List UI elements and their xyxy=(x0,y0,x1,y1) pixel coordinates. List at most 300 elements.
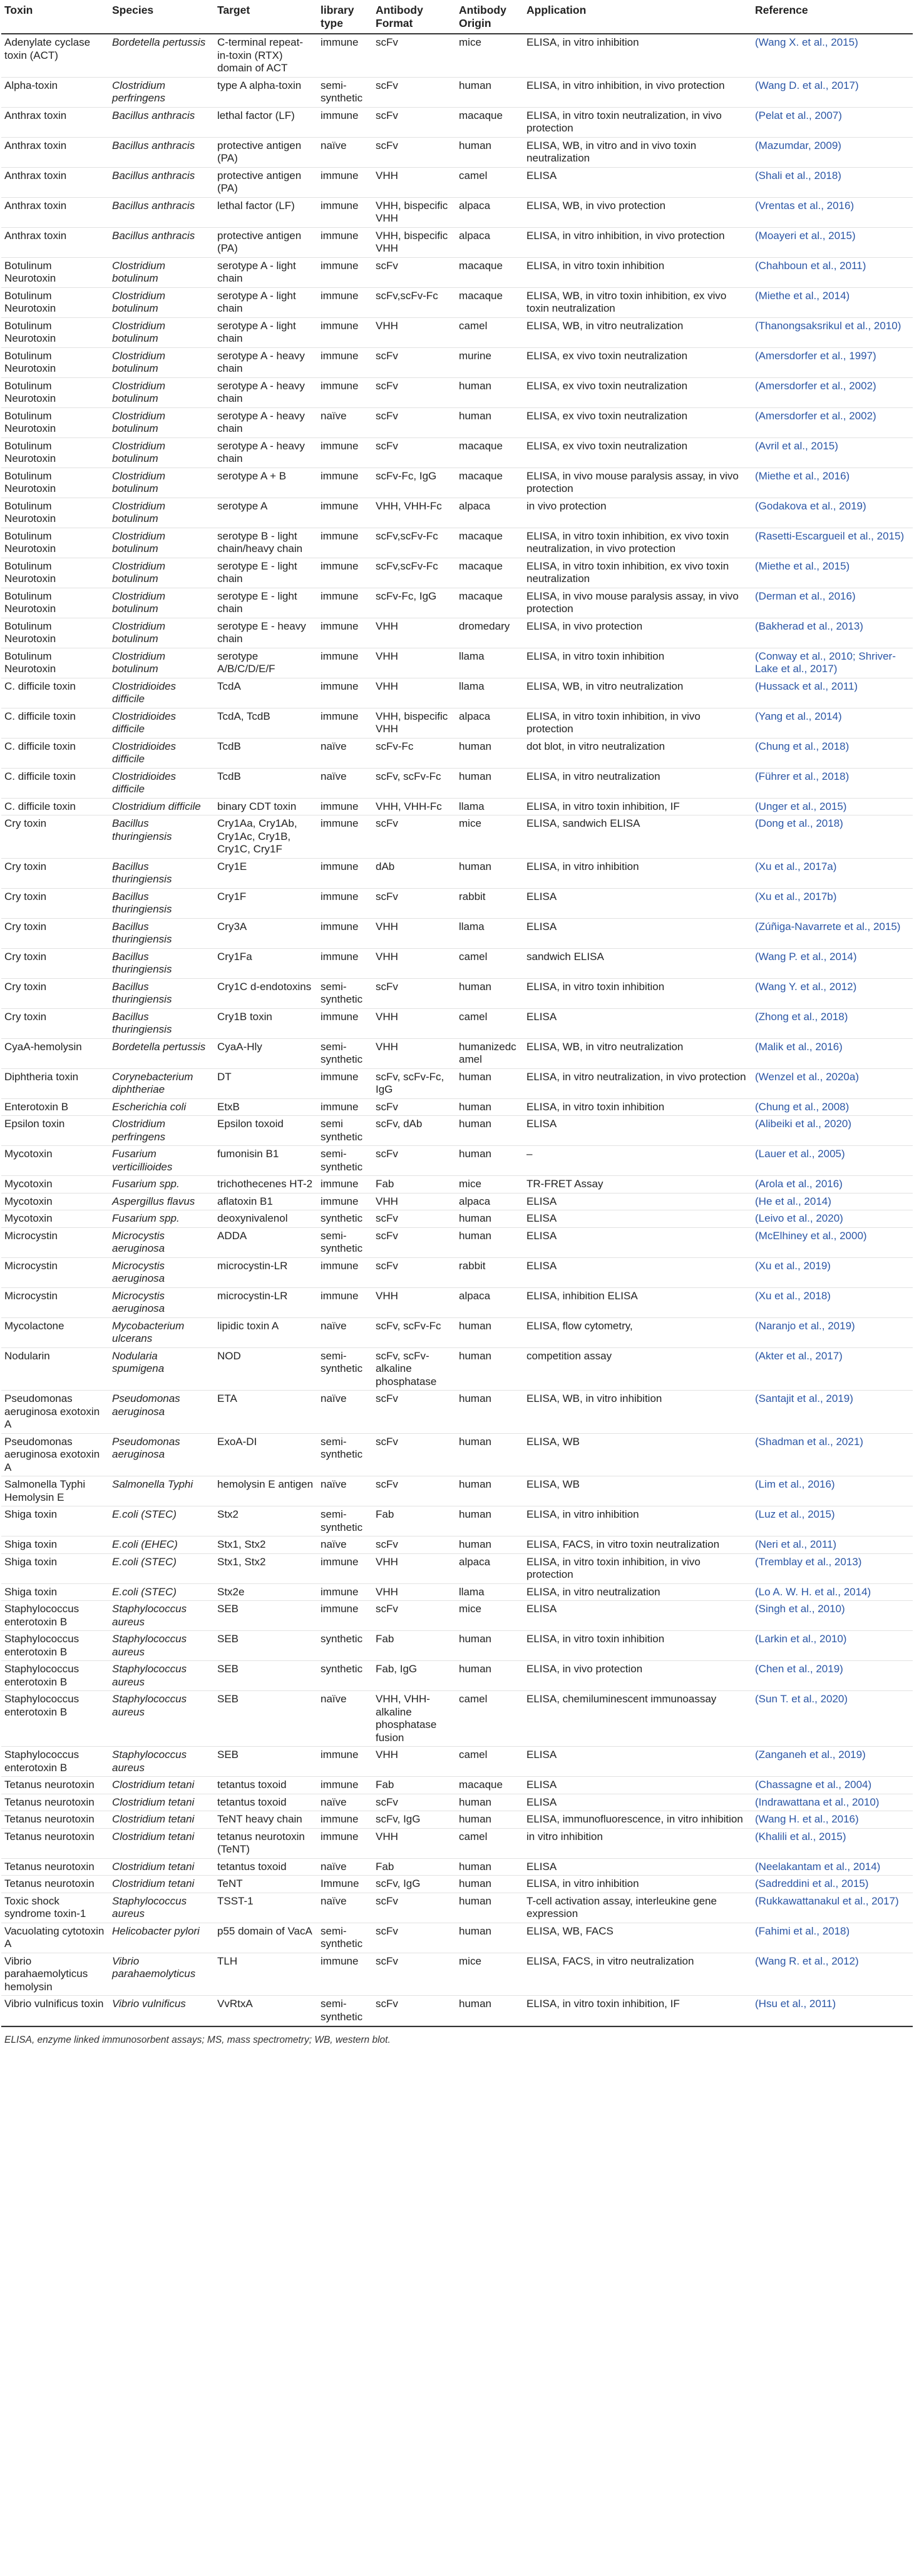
species-cell: Clostridium tetani xyxy=(109,1794,214,1811)
reference-cell[interactable]: (Wang X. et al., 2015) xyxy=(752,34,913,77)
antibody-format-cell: scFv,scFv-Fc xyxy=(372,558,456,588)
library-type-cell: immune xyxy=(317,1777,372,1794)
application-cell: ELISA, in vitro toxin inhibition xyxy=(523,1098,752,1116)
species-cell: E.coli (STEC) xyxy=(109,1506,214,1536)
reference-cell[interactable]: (Wang D. et al., 2017) xyxy=(752,77,913,107)
toxin-cell: Microcystin xyxy=(1,1227,109,1257)
antibody-origin-cell: human xyxy=(456,768,523,798)
antibody-origin-cell: llama xyxy=(456,798,523,815)
reference-cell[interactable]: (Tremblay et al., 2013) xyxy=(752,1553,913,1583)
target-cell: TeNT xyxy=(214,1876,317,1893)
application-cell: ELISA, WB, in vitro and in vivo toxin neutralization xyxy=(523,137,752,167)
reference-cell[interactable]: (Bakherad et al., 2013) xyxy=(752,618,913,648)
reference-cell[interactable]: (Akter et al., 2017) xyxy=(752,1347,913,1391)
antibody-origin-cell: alpaca xyxy=(456,197,523,227)
library-type-cell: semi-synthetic xyxy=(317,1146,372,1176)
target-cell: ADDA xyxy=(214,1227,317,1257)
antibody-format-cell: scFv xyxy=(372,407,456,437)
table-row xyxy=(1,1008,913,1038)
application-cell: T-cell activation assay, interleukine gene expression xyxy=(523,1893,752,1923)
antibody-origin-cell: mice xyxy=(456,34,523,77)
reference-cell[interactable]: (Amersdorfer et al., 2002) xyxy=(752,377,913,407)
reference-cell[interactable]: (Zanganeh et al., 2019) xyxy=(752,1747,913,1777)
toxin-cell: Staphylococcus enterotoxin B xyxy=(1,1691,109,1747)
table-row xyxy=(1,1098,913,1116)
reference-cell[interactable]: (Hsu et al., 2011) xyxy=(752,1996,913,2026)
target-cell: aflatoxin B1 xyxy=(214,1193,317,1210)
antibody-format-cell: scFv xyxy=(372,1257,456,1287)
antibody-format-cell: Fab xyxy=(372,1176,456,1193)
reference-cell[interactable]: (Xu et al., 2017b) xyxy=(752,888,913,918)
reference-cell[interactable]: (Rasetti-Escargueil et al., 2015) xyxy=(752,528,913,558)
table-row xyxy=(1,1176,913,1193)
toxin-cell: Botulinum Neurotoxin xyxy=(1,498,109,528)
antibody-origin-cell: human xyxy=(456,1098,523,1116)
antibody-origin-cell: mice xyxy=(456,815,523,859)
reference-cell[interactable]: (Chen et al., 2019) xyxy=(752,1661,913,1691)
table-row xyxy=(1,978,913,1008)
table-row xyxy=(1,34,913,77)
antibody-origin-cell: camel xyxy=(456,1747,523,1777)
species-cell: Staphylococcus aureus xyxy=(109,1893,214,1923)
species-cell: Staphylococcus aureus xyxy=(109,1747,214,1777)
reference-cell[interactable]: (Lo A. W. H. et al., 2014) xyxy=(752,1583,913,1601)
target-cell: protective antigen (PA) xyxy=(214,227,317,257)
reference-cell[interactable]: (Leivo et al., 2020) xyxy=(752,1210,913,1228)
antibody-origin-cell: mice xyxy=(456,1601,523,1631)
antibody-origin-cell: macaque xyxy=(456,257,523,287)
target-cell: TcdB xyxy=(214,768,317,798)
antibody-origin-cell: human xyxy=(456,978,523,1008)
toxin-cell: Toxic shock syndrome toxin-1 xyxy=(1,1893,109,1923)
antibody-format-cell: VHH, bispecific VHH xyxy=(372,197,456,227)
antibody-format-cell: VHH xyxy=(372,678,456,708)
reference-cell[interactable]: (Yang et al., 2014) xyxy=(752,708,913,738)
reference-cell[interactable]: (Chung et al., 2018) xyxy=(752,738,913,768)
application-cell: ELISA xyxy=(523,1193,752,1210)
toxin-cell: Staphylococcus enterotoxin B xyxy=(1,1747,109,1777)
application-cell: ELISA xyxy=(523,1747,752,1777)
reference-cell[interactable]: (Zhong et al., 2018) xyxy=(752,1008,913,1038)
antibody-origin-cell: human xyxy=(456,77,523,107)
toxin-cell: Pseudomonas aeruginosa exotoxin A xyxy=(1,1433,109,1476)
target-cell: serotype A + B xyxy=(214,468,317,498)
header-reference: Reference xyxy=(752,0,913,34)
species-cell: Clostridium botulinum xyxy=(109,317,214,347)
library-type-cell: immune xyxy=(317,1098,372,1116)
target-cell: serotype E - heavy chain xyxy=(214,618,317,648)
library-type-cell: semi-synthetic xyxy=(317,1996,372,2026)
antibody-format-cell: scFv, scFv-Fc xyxy=(372,768,456,798)
toxin-cell: Vibrio vulnificus toxin xyxy=(1,1996,109,2026)
toxin-cell: C. difficile toxin xyxy=(1,738,109,768)
reference-cell[interactable]: (Neelakantam et al., 2014) xyxy=(752,1858,913,1876)
target-cell: TcdA xyxy=(214,678,317,708)
application-cell: in vivo protection xyxy=(523,498,752,528)
species-cell: Pseudomonas aeruginosa xyxy=(109,1433,214,1476)
toxin-cell: Tetanus neurotoxin xyxy=(1,1876,109,1893)
antibody-format-cell: scFv xyxy=(372,1893,456,1923)
application-cell: ELISA xyxy=(523,1257,752,1287)
table-row xyxy=(1,347,913,377)
target-cell: protective antigen (PA) xyxy=(214,137,317,167)
antibody-origin-cell: murine xyxy=(456,347,523,377)
toxin-antibody-table xyxy=(1,0,913,2026)
toxin-cell: Enterotoxin B xyxy=(1,1098,109,1116)
antibody-origin-cell: human xyxy=(456,407,523,437)
antibody-origin-cell: human xyxy=(456,1858,523,1876)
reference-cell[interactable]: (Miethe et al., 2016) xyxy=(752,468,913,498)
antibody-format-cell: scFv xyxy=(372,437,456,468)
antibody-origin-cell: camel xyxy=(456,948,523,978)
antibody-format-cell: scFv xyxy=(372,257,456,287)
antibody-origin-cell: human xyxy=(456,377,523,407)
species-cell: Staphylococcus aureus xyxy=(109,1631,214,1661)
target-cell: binary CDT toxin xyxy=(214,798,317,815)
reference-cell[interactable]: (Sun T. et al., 2020) xyxy=(752,1691,913,1747)
species-cell: Clostridium botulinum xyxy=(109,257,214,287)
toxin-cell: Botulinum Neurotoxin xyxy=(1,558,109,588)
library-type-cell: synthetic xyxy=(317,1661,372,1691)
table-row xyxy=(1,558,913,588)
library-type-cell: immune xyxy=(317,1287,372,1317)
antibody-format-cell: Fab xyxy=(372,1858,456,1876)
reference-cell[interactable]: (Shadman et al., 2021) xyxy=(752,1433,913,1476)
application-cell: ELISA xyxy=(523,1777,752,1794)
species-cell: Bacillus thuringiensis xyxy=(109,815,214,859)
reference-cell[interactable]: (Xu et al., 2017a) xyxy=(752,858,913,888)
species-cell: Clostridium botulinum xyxy=(109,437,214,468)
target-cell: fumonisin B1 xyxy=(214,1146,317,1176)
library-type-cell: semi-synthetic xyxy=(317,1923,372,1953)
application-cell: ELISA, WB, in vitro neutralization xyxy=(523,678,752,708)
application-cell: ELISA xyxy=(523,1601,752,1631)
application-cell: ELISA, in vitro toxin inhibition, ex vivo toxin neutralization, in vivo protection xyxy=(523,528,752,558)
antibody-format-cell: scFv xyxy=(372,1953,456,1996)
application-cell: ELISA, FACS, in vitro neutralization xyxy=(523,1953,752,1996)
antibody-format-cell: scFv xyxy=(372,1601,456,1631)
target-cell: TcdA, TcdB xyxy=(214,708,317,738)
target-cell: serotype A xyxy=(214,498,317,528)
reference-cell[interactable]: (McElhiney et al., 2000) xyxy=(752,1227,913,1257)
library-type-cell: naïve xyxy=(317,1691,372,1747)
reference-cell[interactable]: (Chahboun et al., 2011) xyxy=(752,257,913,287)
application-cell: ELISA, in vivo mouse paralysis assay, in vivo protection xyxy=(523,468,752,498)
reference-cell[interactable]: (Zúñiga-Navarrete et al., 2015) xyxy=(752,918,913,948)
target-cell: serotype A - light chain xyxy=(214,257,317,287)
reference-cell[interactable]: (Wang P. et al., 2014) xyxy=(752,948,913,978)
species-cell: Bordetella pertussis xyxy=(109,1038,214,1068)
antibody-origin-cell: macaque xyxy=(456,1777,523,1794)
library-type-cell: semi-synthetic xyxy=(317,77,372,107)
antibody-format-cell: VHH, VHH-Fc xyxy=(372,498,456,528)
table-row xyxy=(1,107,913,137)
antibody-origin-cell: macaque xyxy=(456,528,523,558)
toxin-cell: Microcystin xyxy=(1,1257,109,1287)
reference-cell[interactable]: (Fahimi et al., 2018) xyxy=(752,1923,913,1953)
reference-cell[interactable]: (Vrentas et al., 2016) xyxy=(752,197,913,227)
species-cell: Bacillus thuringiensis xyxy=(109,888,214,918)
application-cell: ELISA xyxy=(523,1794,752,1811)
antibody-origin-cell: macaque xyxy=(456,588,523,618)
antibody-origin-cell: human xyxy=(456,1794,523,1811)
toxin-cell: Tetanus neurotoxin xyxy=(1,1777,109,1794)
reference-cell[interactable]: (Malik et al., 2016) xyxy=(752,1038,913,1068)
antibody-format-cell: VHH xyxy=(372,167,456,197)
toxin-cell: Cry toxin xyxy=(1,858,109,888)
antibody-format-cell: Fab xyxy=(372,1777,456,1794)
library-type-cell: immune xyxy=(317,708,372,738)
library-type-cell: semi-synthetic xyxy=(317,978,372,1008)
species-cell: Clostridium botulinum xyxy=(109,468,214,498)
table-row xyxy=(1,498,913,528)
reference-cell[interactable]: (Chung et al., 2008) xyxy=(752,1098,913,1116)
reference-cell[interactable]: (He et al., 2014) xyxy=(752,1193,913,1210)
antibody-format-cell: scFv xyxy=(372,1227,456,1257)
application-cell: ELISA, ex vivo toxin neutralization xyxy=(523,377,752,407)
reference-cell[interactable]: (Miethe et al., 2015) xyxy=(752,558,913,588)
table-row xyxy=(1,708,913,738)
antibody-origin-cell: human xyxy=(456,858,523,888)
toxin-cell: Botulinum Neurotoxin xyxy=(1,407,109,437)
table-body xyxy=(1,34,913,2026)
antibody-origin-cell: mice xyxy=(456,1176,523,1193)
header-row xyxy=(1,0,913,34)
toxin-cell: C. difficile toxin xyxy=(1,708,109,738)
table-row xyxy=(1,1661,913,1691)
reference-cell[interactable]: (Sadreddini et al., 2015) xyxy=(752,1876,913,1893)
application-cell: ELISA, in vitro toxin inhibition, IF xyxy=(523,1996,752,2026)
library-type-cell: naïve xyxy=(317,1794,372,1811)
antibody-origin-cell: rabbit xyxy=(456,888,523,918)
toxin-cell: Cry toxin xyxy=(1,978,109,1008)
toxin-cell: Staphylococcus enterotoxin B xyxy=(1,1661,109,1691)
reference-cell[interactable]: (Xu et al., 2019) xyxy=(752,1257,913,1287)
species-cell: Microcystis aeruginosa xyxy=(109,1257,214,1287)
reference-cell[interactable]: (Chassagne et al., 2004) xyxy=(752,1777,913,1794)
reference-cell[interactable]: (Conway et al., 2010; Shriver-Lake et al., 2017) xyxy=(752,648,913,678)
application-cell: ELISA, chemiluminescent immunoassay xyxy=(523,1691,752,1747)
table-footnote: ELISA, enzyme linked immunosorbent assays; MS, mass spectrometry; WB, western blot. xyxy=(1,2026,913,2047)
species-cell: Corynebacterium diphtheriae xyxy=(109,1068,214,1098)
species-cell: Bacillus thuringiensis xyxy=(109,1008,214,1038)
reference-cell[interactable]: (Wang H. et al., 2016) xyxy=(752,1811,913,1829)
reference-cell[interactable]: (Pelat et al., 2007) xyxy=(752,107,913,137)
reference-cell[interactable]: (Godakova et al., 2019) xyxy=(752,498,913,528)
antibody-format-cell: VHH xyxy=(372,948,456,978)
application-cell: ELISA, in vivo protection xyxy=(523,1661,752,1691)
species-cell: Clostridium tetani xyxy=(109,1811,214,1829)
library-type-cell: immune xyxy=(317,1811,372,1829)
table-row xyxy=(1,167,913,197)
antibody-origin-cell: mice xyxy=(456,1953,523,1996)
table-row xyxy=(1,588,913,618)
reference-cell[interactable]: (Indrawattana et al., 2010) xyxy=(752,1794,913,1811)
reference-cell[interactable]: (Wang Y. et al., 2012) xyxy=(752,978,913,1008)
target-cell: Stx1, Stx2 xyxy=(214,1553,317,1583)
application-cell: ELISA, in vitro inhibition xyxy=(523,34,752,77)
antibody-origin-cell: human xyxy=(456,1433,523,1476)
antibody-format-cell: scFv xyxy=(372,107,456,137)
species-cell: Clostridioides difficile xyxy=(109,678,214,708)
antibody-origin-cell: llama xyxy=(456,918,523,948)
library-type-cell: naïve xyxy=(317,407,372,437)
antibody-format-cell: VHH, bispecific VHH xyxy=(372,708,456,738)
antibody-format-cell: Fab xyxy=(372,1631,456,1661)
antibody-format-cell: scFv-Fc xyxy=(372,738,456,768)
reference-cell[interactable]: (Lim et al., 2016) xyxy=(752,1476,913,1506)
application-cell: ELISA, in vitro toxin inhibition, in vivo protection xyxy=(523,708,752,738)
antibody-origin-cell: alpaca xyxy=(456,1287,523,1317)
species-cell: Microcystis aeruginosa xyxy=(109,1287,214,1317)
target-cell: SEB xyxy=(214,1601,317,1631)
table-row xyxy=(1,648,913,678)
antibody-format-cell: scFv xyxy=(372,1146,456,1176)
application-cell: ELISA, in vivo mouse paralysis assay, in vivo protection xyxy=(523,588,752,618)
library-type-cell: immune xyxy=(317,1553,372,1583)
antibody-origin-cell: human xyxy=(456,1347,523,1391)
species-cell: Clostridium tetani xyxy=(109,1858,214,1876)
target-cell: DT xyxy=(214,1068,317,1098)
target-cell: deoxynivalenol xyxy=(214,1210,317,1228)
table-row xyxy=(1,377,913,407)
antibody-format-cell: VHH xyxy=(372,918,456,948)
application-cell: ELISA xyxy=(523,1008,752,1038)
application-cell: ELISA xyxy=(523,1116,752,1146)
antibody-origin-cell: camel xyxy=(456,167,523,197)
antibody-format-cell: scFv-Fc, IgG xyxy=(372,588,456,618)
library-type-cell: naïve xyxy=(317,768,372,798)
table-row xyxy=(1,1811,913,1829)
antibody-origin-cell: human xyxy=(456,1876,523,1893)
target-cell: serotype A - heavy chain xyxy=(214,407,317,437)
reference-cell[interactable]: (Miethe et al., 2014) xyxy=(752,287,913,317)
table-row xyxy=(1,768,913,798)
antibody-format-cell: scFv xyxy=(372,978,456,1008)
table-row xyxy=(1,437,913,468)
reference-cell[interactable]: (Thanongsaksrikul et al., 2010) xyxy=(752,317,913,347)
library-type-cell: naïve xyxy=(317,738,372,768)
library-type-cell: immune xyxy=(317,347,372,377)
reference-cell[interactable]: (Avril et al., 2015) xyxy=(752,437,913,468)
antibody-origin-cell: human xyxy=(456,1996,523,2026)
reference-cell[interactable]: (Hussack et al., 2011) xyxy=(752,678,913,708)
target-cell: C-terminal repeat-in-toxin (RTX) domain of ACT xyxy=(214,34,317,77)
antibody-format-cell: VHH xyxy=(372,1583,456,1601)
application-cell: ELISA, ex vivo toxin neutralization xyxy=(523,407,752,437)
library-type-cell: immune xyxy=(317,227,372,257)
table-row xyxy=(1,618,913,648)
toxin-cell: Anthrax toxin xyxy=(1,107,109,137)
reference-cell[interactable]: (Moayeri et al., 2015) xyxy=(752,227,913,257)
reference-cell[interactable]: (Lauer et al., 2005) xyxy=(752,1146,913,1176)
library-type-cell: semi-synthetic xyxy=(317,1433,372,1476)
library-type-cell: immune xyxy=(317,498,372,528)
table-row xyxy=(1,1433,913,1476)
antibody-format-cell: scFv xyxy=(372,1476,456,1506)
target-cell: tetantus toxoid xyxy=(214,1777,317,1794)
target-cell: TeNT heavy chain xyxy=(214,1811,317,1829)
reference-cell[interactable]: (Shali et al., 2018) xyxy=(752,167,913,197)
reference-cell[interactable]: (Amersdorfer et al., 1997) xyxy=(752,347,913,377)
species-cell: Clostridium botulinum xyxy=(109,648,214,678)
antibody-format-cell: VHH xyxy=(372,1287,456,1317)
reference-cell[interactable]: (Alibeiki et al., 2020) xyxy=(752,1116,913,1146)
application-cell: ELISA, in vitro inhibition, in vivo protection xyxy=(523,227,752,257)
application-cell: in vitro inhibition xyxy=(523,1828,752,1858)
table-row xyxy=(1,1858,913,1876)
reference-cell[interactable]: (Neri et al., 2011) xyxy=(752,1536,913,1554)
reference-cell[interactable]: (Khalili et al., 2015) xyxy=(752,1828,913,1858)
application-cell: ELISA, ex vivo toxin neutralization xyxy=(523,347,752,377)
application-cell: ELISA, in vitro inhibition, in vivo protection xyxy=(523,77,752,107)
reference-cell[interactable]: (Derman et al., 2016) xyxy=(752,588,913,618)
reference-cell[interactable]: (Naranjo et al., 2019) xyxy=(752,1317,913,1347)
antibody-origin-cell: human xyxy=(456,1227,523,1257)
reference-cell[interactable]: (Xu et al., 2018) xyxy=(752,1287,913,1317)
reference-cell[interactable]: (Unger et al., 2015) xyxy=(752,798,913,815)
antibody-origin-cell: human xyxy=(456,1893,523,1923)
reference-cell[interactable]: (Dong et al., 2018) xyxy=(752,815,913,859)
reference-cell[interactable]: (Larkin et al., 2010) xyxy=(752,1631,913,1661)
header-species: Species xyxy=(109,0,214,34)
library-type-cell: semi-synthetic xyxy=(317,1506,372,1536)
library-type-cell: immune xyxy=(317,918,372,948)
toxin-cell: Shiga toxin xyxy=(1,1553,109,1583)
toxin-cell: Botulinum Neurotoxin xyxy=(1,618,109,648)
application-cell: ELISA, in vitro inhibition xyxy=(523,1506,752,1536)
target-cell: lethal factor (LF) xyxy=(214,197,317,227)
reference-cell[interactable]: (Santajit et al., 2019) xyxy=(752,1391,913,1434)
antibody-origin-cell: human xyxy=(456,1068,523,1098)
reference-cell[interactable]: (Führer et al., 2018) xyxy=(752,768,913,798)
application-cell: ELISA, WB xyxy=(523,1476,752,1506)
antibody-format-cell: scFv xyxy=(372,888,456,918)
reference-cell[interactable]: (Singh et al., 2010) xyxy=(752,1601,913,1631)
reference-cell[interactable]: (Luz et al., 2015) xyxy=(752,1506,913,1536)
reference-cell[interactable]: (Rukkawattanakul et al., 2017) xyxy=(752,1893,913,1923)
reference-cell[interactable]: (Arola et al., 2016) xyxy=(752,1176,913,1193)
species-cell: Bacillus anthracis xyxy=(109,197,214,227)
library-type-cell: immune xyxy=(317,1747,372,1777)
species-cell: Clostridium botulinum xyxy=(109,558,214,588)
species-cell: Fusarium spp. xyxy=(109,1210,214,1228)
table-row xyxy=(1,1923,913,1953)
species-cell: Bacillus thuringiensis xyxy=(109,948,214,978)
toxin-cell: Staphylococcus enterotoxin B xyxy=(1,1601,109,1631)
species-cell: Clostridium botulinum xyxy=(109,498,214,528)
reference-cell[interactable]: (Mazumdar, 2009) xyxy=(752,137,913,167)
species-cell: Microcystis aeruginosa xyxy=(109,1227,214,1257)
antibody-origin-cell: macaque xyxy=(456,287,523,317)
table-row xyxy=(1,858,913,888)
reference-cell[interactable]: (Amersdorfer et al., 2002) xyxy=(752,407,913,437)
target-cell: TLH xyxy=(214,1953,317,1996)
application-cell: ELISA, in vitro neutralization xyxy=(523,1583,752,1601)
application-cell: ELISA xyxy=(523,1858,752,1876)
reference-cell[interactable]: (Wang R. et al., 2012) xyxy=(752,1953,913,1996)
toxin-cell: Shiga toxin xyxy=(1,1536,109,1554)
toxin-cell: Shiga toxin xyxy=(1,1506,109,1536)
toxin-cell: Botulinum Neurotoxin xyxy=(1,377,109,407)
target-cell: tetantus toxoid xyxy=(214,1858,317,1876)
table-row xyxy=(1,1257,913,1287)
species-cell: Bacillus thuringiensis xyxy=(109,858,214,888)
application-cell: ELISA xyxy=(523,918,752,948)
species-cell: Bacillus anthracis xyxy=(109,137,214,167)
reference-cell[interactable]: (Wenzel et al., 2020a) xyxy=(752,1068,913,1098)
species-cell: Clostridium botulinum xyxy=(109,528,214,558)
